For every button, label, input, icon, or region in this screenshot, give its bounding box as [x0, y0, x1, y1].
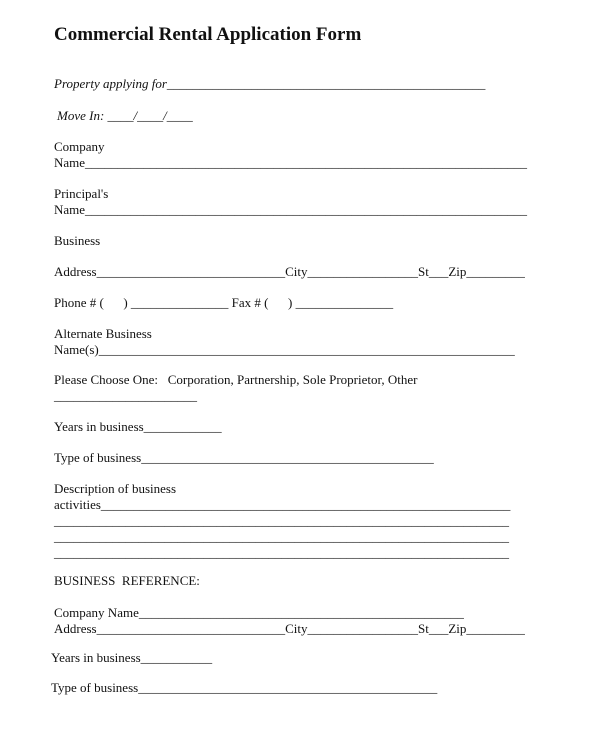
property-field[interactable]: Property applying for_________________________________________________ — [54, 76, 486, 91]
reference-type-field[interactable]: Type of business______________________________________________ — [51, 680, 438, 695]
company-label: Company — [54, 139, 105, 154]
alternate-business-label: Alternate Business — [54, 326, 152, 341]
reference-years-field[interactable]: Years in business___________ — [51, 650, 213, 665]
page-title: Commercial Rental Application Form — [54, 24, 362, 45]
choose-one-label: Please Choose One: Corporation, Partnership, Sole Proprietor, Other — [54, 372, 418, 387]
description-blank-line[interactable]: ______________________________________________________________________ — [54, 545, 509, 560]
description-field[interactable]: activities_______________________________________________________________ — [54, 497, 511, 512]
description-blank-line[interactable]: ______________________________________________________________________ — [54, 529, 509, 544]
years-in-business-field[interactable]: Years in business____________ — [54, 419, 222, 434]
description-label: Description of business — [54, 481, 177, 496]
business-address-field[interactable]: Address_____________________________City_________________St___Zip_________ — [54, 264, 525, 279]
company-name-field[interactable]: Name____________________________________________________________________ — [54, 155, 528, 170]
type-of-business-field[interactable]: Type of business_____________________________________________ — [54, 450, 434, 465]
move-in-field[interactable]: Move In: ____/____/____ — [57, 108, 193, 123]
business-label: Business — [54, 233, 101, 248]
alternate-business-name-field[interactable]: Name(s)________________________________________________________________ — [54, 342, 515, 357]
phone-fax-field[interactable]: Phone # ( ) _______________ Fax # ( ) _______________ — [54, 295, 394, 310]
reference-address-field[interactable]: Address_____________________________City_________________St___Zip_________ — [54, 621, 525, 636]
description-blank-line[interactable]: ______________________________________________________________________ — [54, 513, 509, 528]
principal-label: Principal's — [54, 186, 109, 201]
reference-company-name-field[interactable]: Company Name__________________________________________________ — [54, 605, 464, 620]
choose-other-field[interactable]: ______________________ — [54, 388, 197, 403]
business-reference-heading: BUSINESS REFERENCE: — [54, 573, 200, 588]
principal-name-field[interactable]: Name____________________________________________________________________ — [54, 202, 528, 217]
